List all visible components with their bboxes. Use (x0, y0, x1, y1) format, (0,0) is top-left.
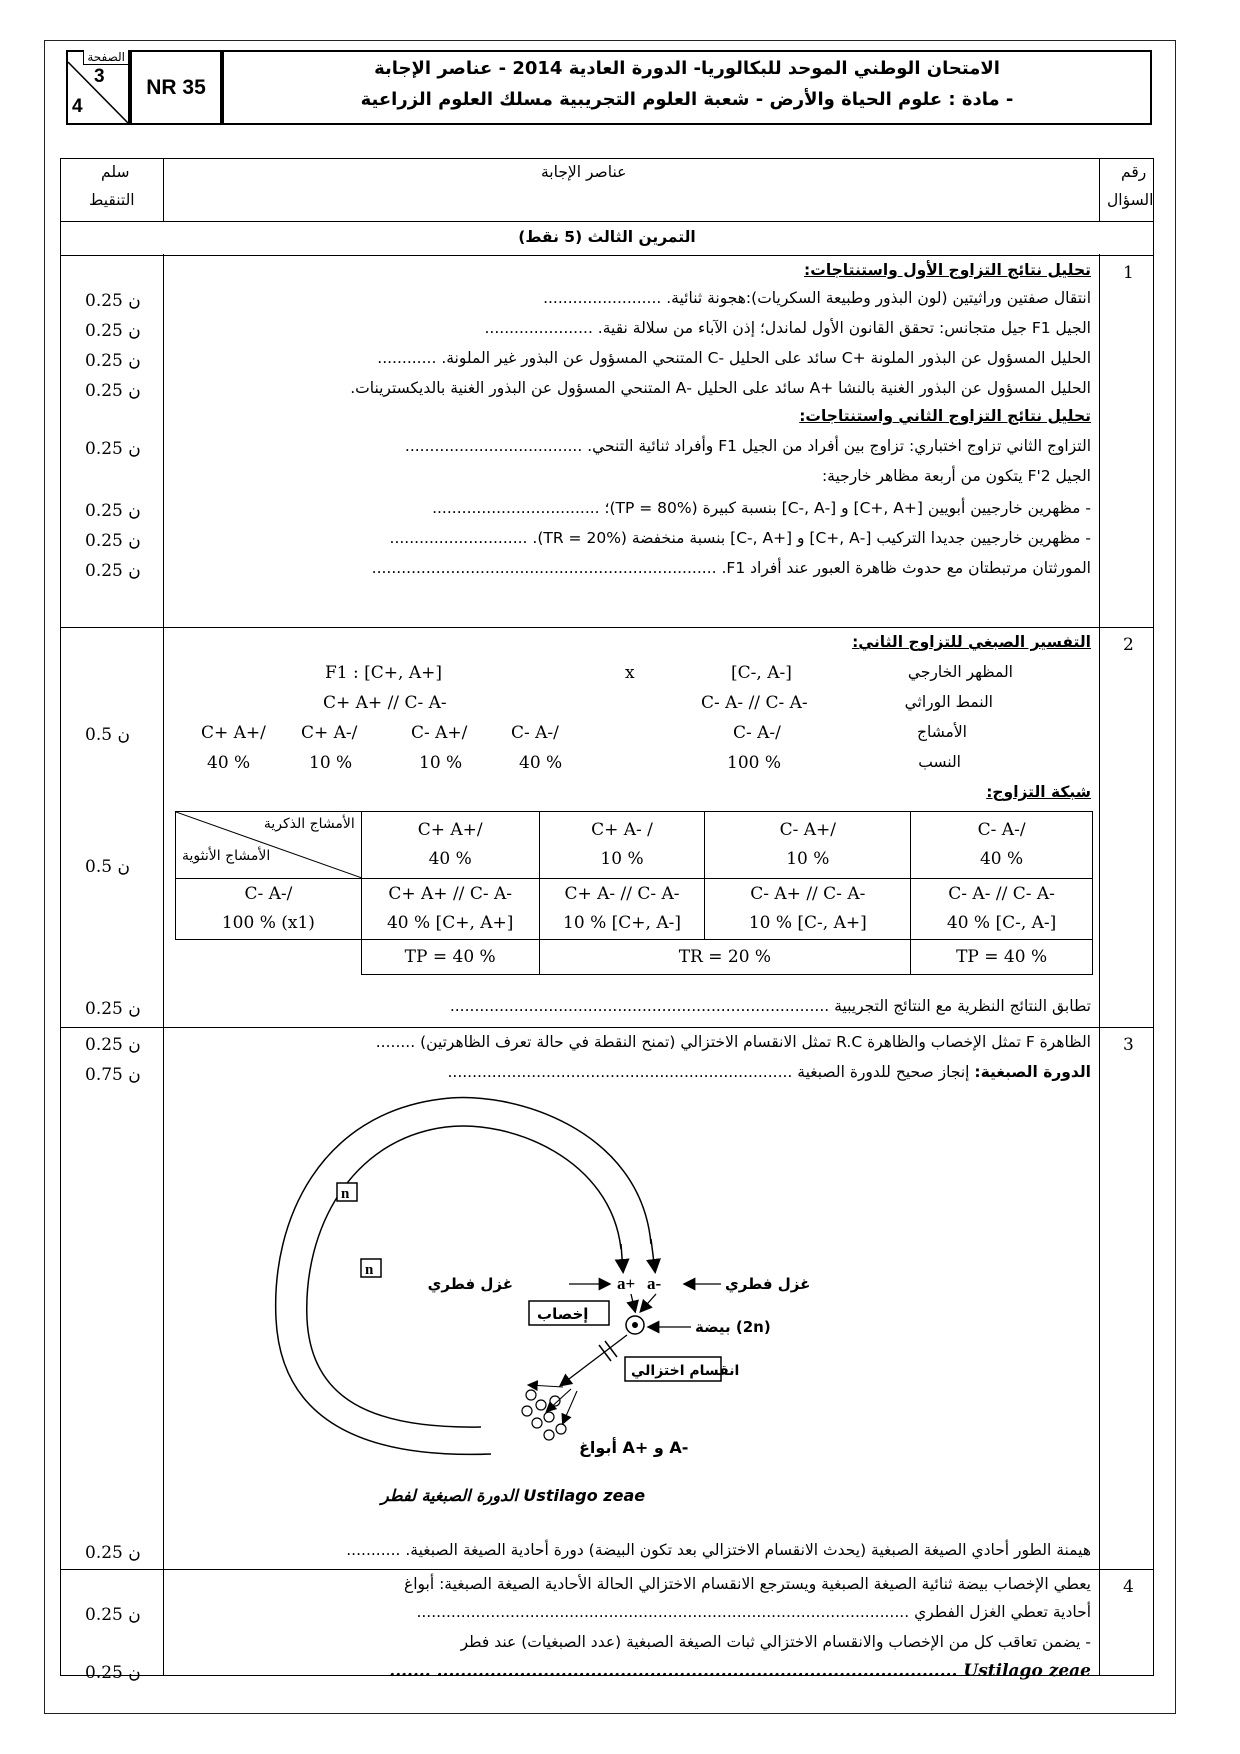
question-number-2: 2 (1123, 635, 1134, 655)
f1-genotype: C+ A+ // C- A- (323, 693, 447, 713)
q2-conclusion: تطابق النتائج النظرية مع النتائج التجريبية ............................................................................. (449, 997, 1091, 1015)
f1-ratio: 40 % (207, 753, 251, 773)
q1-score: 0.25 ن (85, 561, 141, 581)
grid-corner (176, 812, 362, 879)
q3-line-2: الدورة الصبغية: إنجاز صحيح للدورة الصبغية ...................................................................... (447, 1063, 1091, 1081)
male-gamete-cell: C+ A- / 10 % (539, 812, 705, 879)
spores-icon (522, 1390, 566, 1440)
f1-gamete: C- A-/ (511, 723, 559, 743)
male-gamete-cell: C- A+/ 10 % (705, 812, 911, 879)
q3-score: 0.25 ن (85, 1543, 141, 1563)
exam-title (222, 50, 1152, 125)
egg-label: بيضة (2n) (695, 1318, 771, 1336)
empty-cell (176, 940, 362, 975)
question-number-1: 1 (1123, 263, 1134, 283)
q1-line-3: الحليل المسؤول عن البذور الملونة +C سائد على الحليل -C المتنحي المسؤول عن البذور غير الملونة. ............ (377, 349, 1091, 367)
p2-phenotype: [C-, A-] (731, 663, 792, 683)
row-label-gametes: الأمشاج (916, 723, 967, 741)
q3-line-3: هيمنة الطور أحادي الصيغة الصبغية (يحدث الانقسام الاختزالي بعد تكون البيضة) دورة أحادية الصيغة الصبغية. ........... (346, 1541, 1091, 1559)
offspring-cell: C+ A+ // C- A- 40 % [C+, A+] (361, 879, 539, 940)
q4-line-4: Ustilago zeae ........................................................................................ ....... (389, 1661, 1091, 1681)
n-outer-label: n (341, 1186, 350, 1202)
q1-heading-2: تحليل نتائج التزاوج الثاني واستنتاجات: (799, 407, 1091, 425)
col-divider (1099, 159, 1100, 1675)
cross-symbol: x (625, 663, 635, 683)
q1-score: 0.25 ن (85, 439, 141, 459)
chromosomal-cycle-diagram (211, 1089, 931, 1529)
fertilization-label: إخصاب (537, 1305, 589, 1323)
q4-line-2: أحادية تعطي الغزل الفطري .................................................................................................... (416, 1603, 1091, 1621)
row-label-genotype: النمط الوراثي (904, 693, 993, 711)
exam-title-line2: - مادة : علوم الحياة والأرض - شعبة العلوم التجريبية مسلك العلوم الزراعية (360, 89, 1014, 110)
q1-score: 0.25 ن (85, 291, 141, 311)
q4-line-1: يعطي الإخصاب بيضة ثنائية الصيغة الصبغية ويسترجع الانقسام الاختزالي الحالة الأحادية الصيغة الصبغية: أبواغ (403, 1575, 1091, 1593)
score-header-2: التنقيط (89, 191, 135, 209)
f1-gamete: C+ A+/ (201, 723, 266, 743)
p2-ratio: 100 % (727, 753, 782, 773)
page-number-box (66, 50, 130, 125)
q3-score: 0.75 ن (85, 1065, 141, 1085)
hypha-left-label: غزل فطري (427, 1275, 513, 1293)
q1-score: 0.25 ن (85, 321, 141, 341)
row-label-ratios: النسب (918, 753, 961, 771)
spores-label: أبواغ A+ و A- (579, 1438, 689, 1457)
diagram-caption: الدورة الصبغية لفطر Ustilago zeae (381, 1486, 646, 1505)
q1-heading-1: تحليل نتائج التزاوج الأول واستنتاجات: (804, 261, 1091, 279)
q2-score-conclusion: 0.25 ن (85, 999, 141, 1019)
q1-line-7: - مظهرين خارجيين أبويين [+C+, A] و [-C-, A] بنسبة كبيرة (TP = 80%)؛ .................................. (432, 499, 1091, 517)
answer-table (60, 158, 1154, 1683)
f1-gamete: C+ A-/ (301, 723, 358, 743)
q1-line-6: الجيل F'2 يتكون من أربعة مظاهر خارجية: (821, 467, 1091, 485)
row-divider (61, 1569, 1153, 1570)
hypha-right-label: غزل فطري (725, 1275, 811, 1293)
page-total: 4 (72, 96, 83, 117)
q3-line-1: الظاهرة F تمثل الإخصاب والظاهرة R.C تمثل الانقسام الاختزالي (تمنح النقطة في حالة تعرف الظاهرتين) ........ (375, 1033, 1091, 1051)
question-number-4: 4 (1123, 1577, 1134, 1597)
punnett-grid (175, 811, 1093, 975)
qnum-header-2: السؤال (1107, 191, 1154, 209)
f1-gamete: C- A+/ (411, 723, 468, 743)
row-divider (61, 627, 1153, 628)
score-header: سلم (101, 163, 130, 181)
offspring-cell: C- A+ // C- A- 10 % [C-, A+] (705, 879, 911, 940)
f1-ratio: 40 % (519, 753, 563, 773)
exercise-title: التمرين الثالث (5 نقط) (518, 228, 696, 246)
f1-ratio: 10 % (309, 753, 353, 773)
row-divider (61, 255, 1153, 256)
q1-score: 0.25 ن (85, 531, 141, 551)
offspring-cell: C- A- // C- A- 40 % [C-, A-] (911, 879, 1093, 940)
q1-line-1: انتقال صفتين وراثيتين (لون البذور وطبيعة السكريات):هجونة ثنائية. ........................ (543, 289, 1091, 307)
f1-phenotype: F1 : [C+, A+] (325, 663, 442, 683)
a-plus-label: a+ (617, 1274, 636, 1293)
q4-line-3: - يضمن تعاقب كل من الإخصاب والانقسام الاختزالي ثبات الصيغة الصبغية (عدد الصبغيات) عند فطر (460, 1633, 1091, 1651)
q1-line-8: - مظهرين خارجيين جديدا التركيب [-C+, A] و [+C-, A] بنسبة منخفضة (TR = 20%). ............................ (389, 529, 1091, 547)
exercise-row (62, 222, 1152, 254)
q1-score: 0.25 ن (85, 501, 141, 521)
q1-line-4: الحليل المسؤول عن البذور الغنية بالنشا +A سائد على الحليل -A المتنحي المسؤول عن البذور الغنية بالديكسترينات. (350, 379, 1091, 397)
q3-score: 0.25 ن (85, 1035, 141, 1055)
male-gamete-cell: C+ A+/ 40 % (361, 812, 539, 879)
question-number-3: 3 (1123, 1035, 1134, 1055)
q2-score-gametes: 0.5 ن (85, 725, 130, 745)
offspring-cell: C+ A- // C- A- 10 % [C+, A-] (539, 879, 705, 940)
tp-cell: TP = 40 % (361, 940, 539, 975)
f1-ratio: 10 % (419, 753, 463, 773)
exam-code: NR 35 (130, 50, 222, 125)
corner-male-label: الأمشاج الذكرية (263, 816, 355, 832)
row-label-phenotype: المظهر الخارجي (907, 663, 1013, 681)
male-gamete-cell: C- A-/ 40 % (911, 812, 1093, 879)
p2-genotype: C- A- // C- A- (701, 693, 808, 713)
n-inner-label: n (365, 1262, 374, 1278)
corner-female-label: الأمشاج الأنثوية (182, 848, 271, 864)
p2-gamete: C- A-/ (733, 723, 781, 743)
page-current: 3 (94, 66, 105, 87)
q1-score: 0.25 ن (85, 351, 141, 371)
meiosis-arrow (561, 1335, 627, 1385)
exam-title-line1: الامتحان الوطني الموحد للبكالوريا- الدورة العادية 2014 - عناصر الإجابة (374, 58, 1000, 79)
answers-header: عناصر الإجابة (541, 163, 627, 181)
q4-score: 0.25 ن (85, 1605, 141, 1625)
q4-score: 0.25 ن (85, 1663, 141, 1683)
q2-heading-1: التفسير الصبغي للتزاوج الثاني: (852, 633, 1091, 651)
q2-heading-2: شبكة التزاوج: (986, 783, 1091, 801)
col-divider (163, 159, 164, 1675)
q2-score-grid: 0.5 ن (85, 857, 130, 877)
tr-cell: TR = 20 % (539, 940, 911, 975)
q1-line-9: المورثتان مرتبطتان مع حدوث ظاهرة العبور عند أفراد F1. ...................................................................... (371, 559, 1091, 577)
page-label: الصفحة (83, 50, 128, 65)
qnum-header: رقم (1121, 163, 1147, 181)
a-minus-label: a- (647, 1274, 662, 1293)
female-gamete-cell: C- A-/ 100 % (x1) (176, 879, 362, 940)
q1-line-2: الجيل F1 جيل متجانس: تحقق القانون الأول لماندل؛ إذن الآباء من سلالة نقية. ...................... (484, 319, 1091, 337)
q1-score: 0.25 ن (85, 381, 141, 401)
q1-line-5: التزاوج الثاني تزاوج اختباري: تزاوج بين أفراد من الجيل F1 وأفراد ثنائية التنحي. .................................... (404, 437, 1091, 455)
tp-cell: TP = 40 % (911, 940, 1093, 975)
row-divider (61, 1027, 1153, 1028)
meiosis-label: انقسام اختزالي (631, 1363, 740, 1379)
